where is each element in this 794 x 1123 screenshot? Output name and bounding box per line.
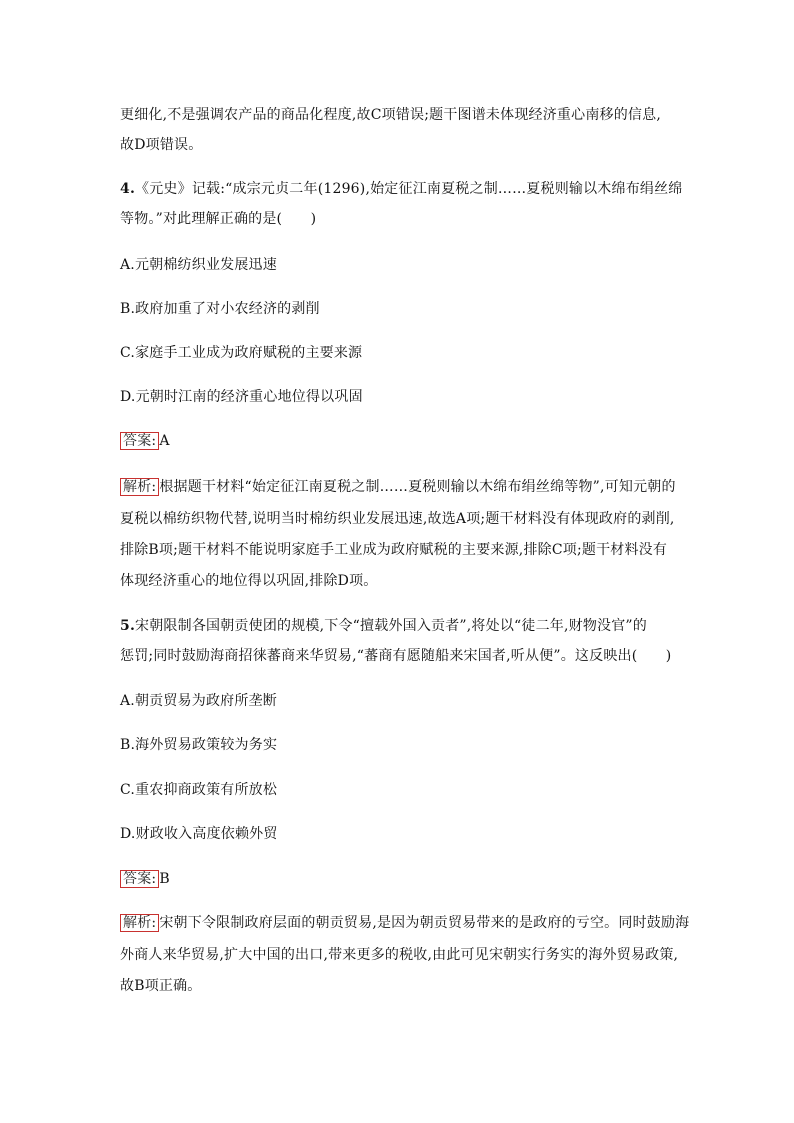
analysis-line [120, 478, 680, 496]
analysis-line: 体现经济重心的地位得以巩固,排除D项。 [120, 573, 378, 589]
option-a: A.朝贡贸易为政府所垄断 [120, 693, 277, 709]
option-c: C.家庭手工业成为政府赋税的主要来源 [120, 345, 363, 361]
answer-value: A [159, 433, 170, 449]
answer-label: 答案: [120, 432, 159, 450]
prev-explanation-line: 更细化,不是强调农产品的商品化程度,故C项错误;题干图谱未体现经济重心南移的信息, [120, 107, 661, 123]
question-number: 4. [120, 181, 136, 197]
option-b: B.海外贸易政策较为务实 [120, 737, 278, 753]
answer-value: B [159, 871, 170, 887]
analysis-text: 宋朝下令限制政府层面的朝贡贸易,是因为朝贡贸易带来的是政府的亏空。同时鼓励海 [159, 915, 690, 931]
analysis-label: 解析: [120, 914, 159, 932]
answer-label: 答案: [120, 870, 159, 888]
analysis-label: 解析: [120, 478, 159, 496]
question-4-stem [120, 180, 683, 198]
analysis-line [120, 914, 690, 932]
analysis-line: 外商人来华贸易,扩大中国的出口,带来更多的税收,由此可见宋朝实行务实的海外贸易政策, [120, 947, 679, 963]
question-stem-text: 宋朝限制各国朝贡使团的规模,下令“擅载外国入贡者”,将处以“徒二年,财物没官”的 [135, 618, 647, 634]
option-a: A.元朝棉纺织业发展迅速 [120, 257, 277, 273]
analysis-text: 根据题干材料“始定征江南夏税之制……夏税则输以木绵布绢丝绵等物”,可知元朝的 [159, 479, 676, 495]
answer-row [120, 870, 680, 888]
question-stem-text: 《元史》记载:“成宗元贞二年(1296),始定征江南夏税之制……夏税则输以木绵布绢丝绵 [135, 181, 683, 197]
analysis-line: 排除B项;题干材料不能说明家庭手工业成为政府赋税的主要来源,排除C项;题干材料没有 [120, 542, 668, 558]
question-4-stem-cont: 等物。”对此理解正确的是( ) [120, 211, 317, 227]
analysis-line: 故B项正确。 [120, 978, 202, 994]
option-b: B.政府加重了对小农经济的剥削 [120, 301, 320, 317]
option-d: D.财政收入高度依赖外贸 [120, 826, 278, 842]
option-d: D.元朝时江南的经济重心地位得以巩固 [120, 389, 363, 405]
question-5-stem-cont: 惩罚;同时鼓励海商招徕蕃商来华贸易,“蕃商有愿随船来宋国者,听从便”。这反映出( ) [120, 648, 672, 664]
analysis-line: 夏税以棉纺织物代替,说明当时棉纺织业发展迅速,故选A项;题干材料没有体现政府的剥削, [120, 511, 675, 527]
answer-row [120, 432, 680, 450]
option-c: C.重农抑商政策有所放松 [120, 782, 278, 798]
prev-explanation-line: 故D项错误。 [120, 137, 203, 153]
question-number: 5. [120, 618, 136, 634]
question-5-stem [120, 617, 680, 635]
